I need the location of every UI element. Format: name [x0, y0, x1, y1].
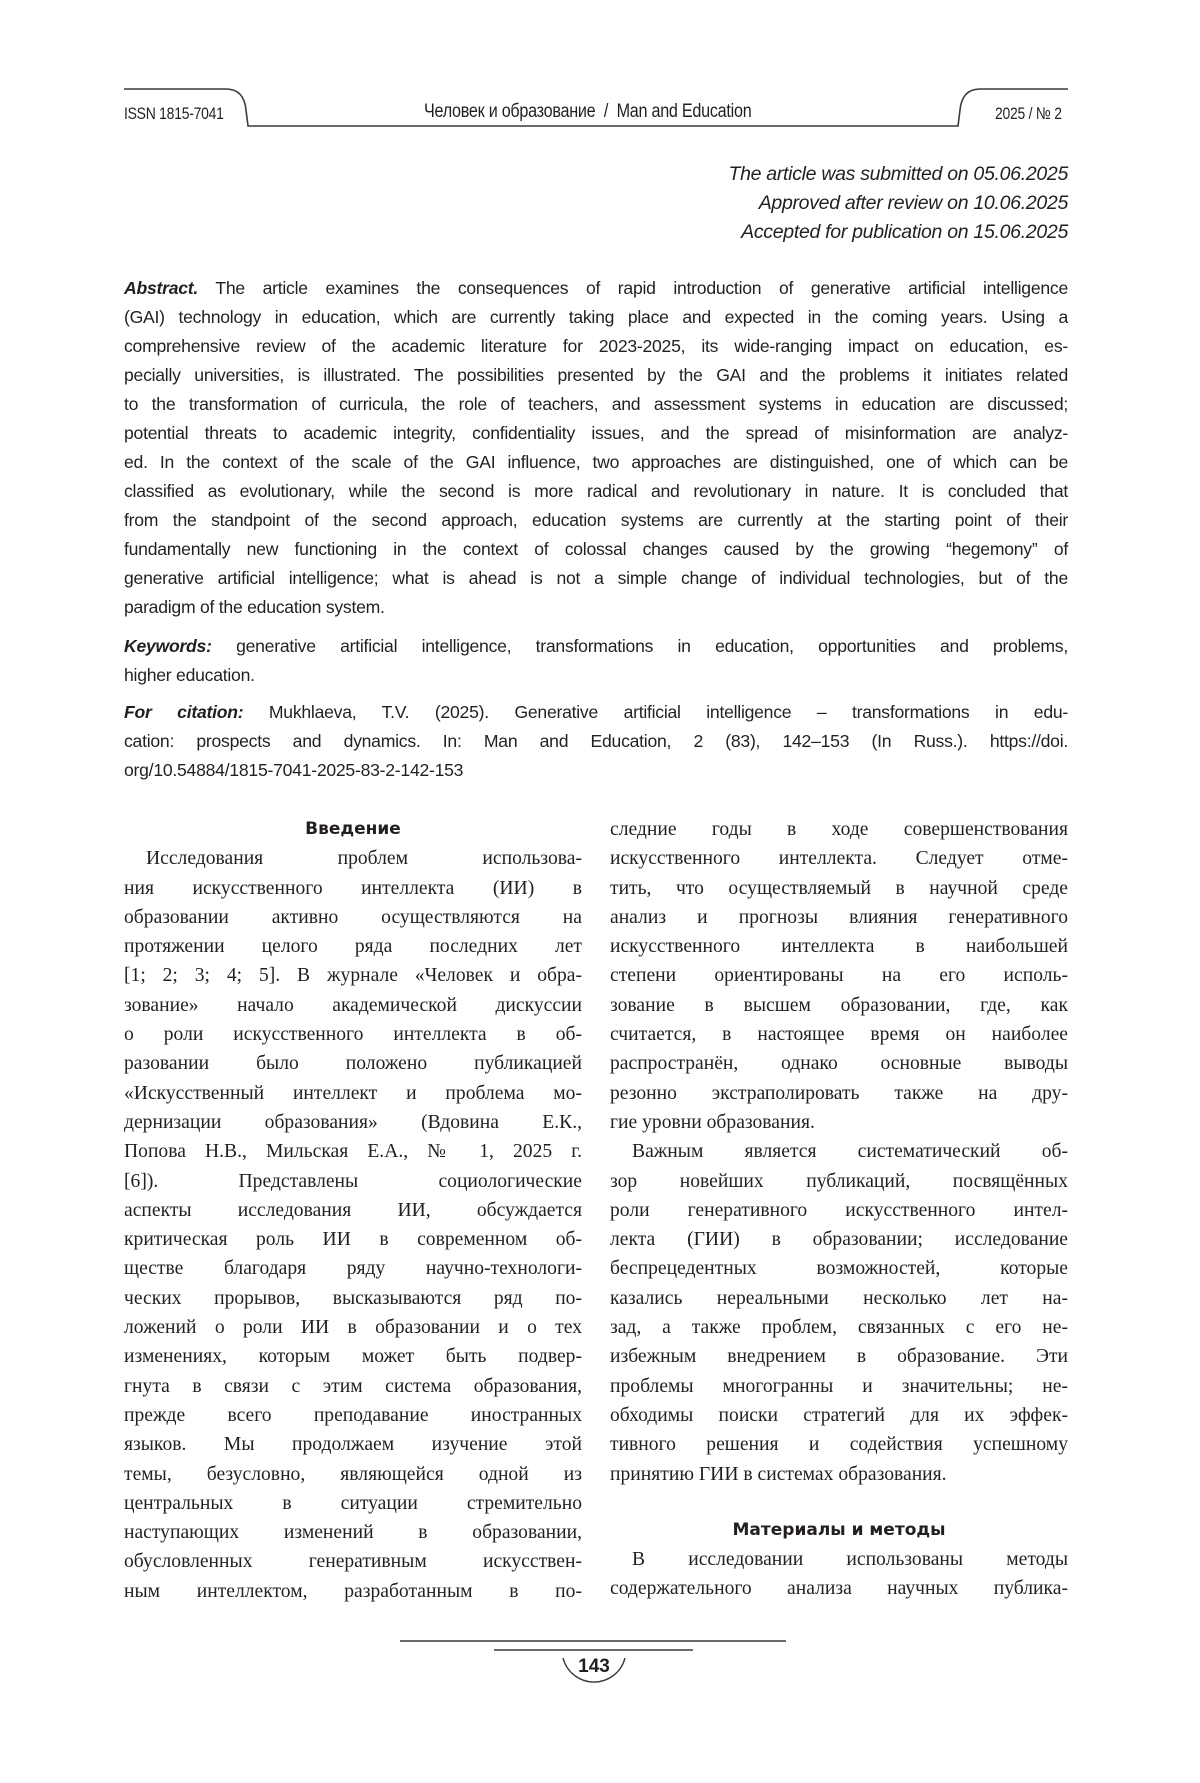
journal-title-ru: Человек и образование [424, 101, 595, 122]
journal-title-en: Man and Education [617, 101, 752, 122]
paragraph-line: зование» начало академической дискуссии [124, 991, 582, 1020]
paragraph-line: лекта (ГИИ) в образовании; исследование [610, 1225, 1068, 1254]
page-number: 143 [574, 1656, 614, 1678]
abstract-text: to the transformation of curricula, the role of teachers, and assessment systems in education are discussed; [124, 394, 1068, 414]
paragraph-line: ложений о роли ИИ в образовании и о тех [124, 1313, 582, 1342]
approved-date: Approved after review on 10.06.2025 [728, 189, 1068, 218]
paragraph-line: ния искусственного интеллекта (ИИ) в [124, 874, 582, 903]
abstract-text: generative artificial intelligence; what is ahead is not a simple change of individual technologies, but of the [124, 568, 1068, 588]
paragraph-line: степени ориентированы на его исполь- [610, 961, 1068, 990]
paragraph-line: Попова Н.В., Мильская Е.А., № 1, 2025 г. [124, 1137, 582, 1166]
paragraph-line: распространён, однако основные выводы [610, 1049, 1068, 1078]
abstract-line [124, 477, 1068, 506]
abstract-line [124, 593, 1068, 622]
citation-line [124, 756, 1068, 785]
paragraph-line: разовании было положено публикацией [124, 1049, 582, 1078]
paragraph-line: темы, безусловно, являющейся одной из [124, 1460, 582, 1489]
paragraph-line: ществе благодаря ряду научно-технологи- [124, 1254, 582, 1283]
paragraph-line: протяжении целого ряда последних лет [124, 932, 582, 961]
paragraph-line: центральных в ситуации стремительно [124, 1489, 582, 1518]
paragraph-line: беспрецедентных возможностей, которые [610, 1254, 1068, 1283]
left-column [124, 815, 582, 1606]
abstract-line [124, 419, 1068, 448]
paragraph-line: анализ и прогнозы влияния генеративного [610, 903, 1068, 932]
paragraph-line: [6]). Представлены социологические [124, 1167, 582, 1196]
abstract-line [124, 535, 1068, 564]
citation-text: org/10.54884/1815-7041-2025-83-2-142-153 [124, 760, 463, 780]
keywords-text: generative artificial intelligence, transformations in education, opportunities and problems, [236, 636, 1068, 656]
abstract-text: fundamentally new functioning in the context of colossal changes caused by the growing “hegemony” of [124, 539, 1068, 559]
paragraph-line: искусственного интеллекта. Следует отме- [610, 844, 1068, 873]
accepted-date: Accepted for publication on 15.06.2025 [728, 218, 1068, 247]
abstract-label: Abstract. [124, 278, 198, 298]
paragraph-line: тить, что осуществляемый в научной среде [610, 874, 1068, 903]
paragraph-line: ческих прорывов, высказываются ряд по- [124, 1284, 582, 1313]
abstract-text: from the standpoint of the second approach, education systems are currently at the starting point of their [124, 510, 1068, 530]
paragraph-line: казались нереальными несколько лет на- [610, 1284, 1068, 1313]
paragraph-line: принятию ГИИ в системах образования. [610, 1460, 1068, 1489]
abstract-line [124, 506, 1068, 535]
paragraph-line: гнута в связи с этим система образования, [124, 1372, 582, 1401]
citation-line [124, 727, 1068, 756]
citation [124, 698, 1068, 785]
paragraph-line: содержательного анализа научных публика- [610, 1574, 1068, 1603]
paragraph-line: считается, в настоящее время он наиболее [610, 1020, 1068, 1049]
abstract-line [124, 274, 1068, 303]
paragraph-line: дернизации образования» (Вдовина Е.К., [124, 1108, 582, 1137]
paragraph-line: наступающих изменений в образовании, [124, 1518, 582, 1547]
paragraph-line: Исследования проблем использова- [124, 844, 582, 873]
keywords-label: Keywords: [124, 636, 212, 656]
paragraph-line: проблемы многогранны и значительны; не- [610, 1372, 1068, 1401]
title-separator: / [604, 101, 608, 122]
citation-line [124, 698, 1068, 727]
paragraph-line: [1; 2; 3; 4; 5]. В журнале «Человек и обра- [124, 961, 582, 990]
paragraph-line: о роли искусственного интеллекта в об- [124, 1020, 582, 1049]
abstract-line [124, 361, 1068, 390]
paragraph-line: прежде всего преподавание иностранных [124, 1401, 582, 1430]
abstract-text: paradigm of the education system. [124, 597, 385, 617]
citation-label: For citation: [124, 702, 243, 722]
paragraph-line: резонно экстраполировать также на дру- [610, 1079, 1068, 1108]
citation-text: cation: prospects and dynamics. In: Man and Education, 2 (83), 142–153 (In Russ.). https://doi. [124, 731, 1068, 751]
paragraph-line: зад, а также проблем, связанных с его не- [610, 1313, 1068, 1342]
section-heading-materials-methods: Материалы и методы [610, 1516, 1068, 1545]
submitted-date: The article was submitted on 05.06.2025 [728, 160, 1068, 189]
abstract-line [124, 390, 1068, 419]
abstract-text: comprehensive review of the academic literature for 2023-2025, its wide-ranging impact on education, es- [124, 336, 1068, 356]
paragraph-line: гие уровни образования. [610, 1108, 1068, 1137]
abstract-text: The article examines the consequences of rapid introduction of generative artificial intelligence [215, 278, 1068, 298]
keywords [124, 632, 1068, 690]
paragraph-line: критическая роль ИИ в современном об- [124, 1225, 582, 1254]
abstract-text: classified as evolutionary, while the second is more radical and revolutionary in nature. It is concluded that [124, 481, 1068, 501]
abstract-text: potential threats to academic integrity, confidentiality issues, and the spread of misinformation are analyz- [124, 423, 1068, 443]
abstract-text: (GAI) technology in education, which are currently taking place and expected in the coming years. Using a [124, 307, 1068, 327]
keywords-text: higher education. [124, 665, 255, 685]
keywords-line [124, 632, 1068, 661]
issue-number: 2025 / № 2 [995, 104, 1062, 124]
paragraph-line: В исследовании использованы методы [610, 1545, 1068, 1574]
abstract-line [124, 332, 1068, 361]
paragraph-line: роли генеративного искусственного интел- [610, 1196, 1068, 1225]
abstract-line [124, 564, 1068, 593]
paragraph-line: «Искусственный интеллект и проблема мо- [124, 1079, 582, 1108]
paragraph-line: образовании активно осуществляются на [124, 903, 582, 932]
paragraph-line: избежным внедрением в образование. Эти [610, 1342, 1068, 1371]
paragraph-line: Важным является систематический об- [610, 1137, 1068, 1166]
abstract-line [124, 448, 1068, 477]
paragraph-line: ным интеллектом, разработанным в по- [124, 1577, 582, 1606]
paragraph-line: обусловленных генеративным искусствен- [124, 1547, 582, 1576]
issn: ISSN 1815-7041 [124, 104, 224, 124]
right-column [610, 815, 1068, 1604]
abstract-text: ed. In the context of the scale of the GAI influence, two approaches are distinguished, one of which can be [124, 452, 1068, 472]
section-spacer [610, 1489, 1068, 1516]
abstract-text: pecially universities, is illustrated. The possibilities presented by the GAI and the problems it initiates related [124, 365, 1068, 385]
paragraph-line: тивного решения и содействия успешному [610, 1430, 1068, 1459]
paragraph-line: зование в высшем образовании, где, как [610, 991, 1068, 1020]
paragraph-line: следние годы в ходе совершенствования [610, 815, 1068, 844]
abstract-line [124, 303, 1068, 332]
paragraph-line: аспекты исследования ИИ, обсуждается [124, 1196, 582, 1225]
journal-title [424, 101, 751, 123]
paragraph-line: искусственного интеллекта в наибольшей [610, 932, 1068, 961]
section-heading-introduction: Введение [124, 815, 582, 844]
article-dates [728, 160, 1068, 247]
keywords-line [124, 661, 1068, 690]
paragraph-line: изменениях, которым может быть подвер- [124, 1342, 582, 1371]
abstract [124, 274, 1068, 622]
paragraph-line: обходимы поиски стратегий для их эффек- [610, 1401, 1068, 1430]
paragraph-line: языков. Мы продолжаем изучение этой [124, 1430, 582, 1459]
paragraph-line: зор новейших публикаций, посвящённых [610, 1167, 1068, 1196]
citation-text: Mukhlaeva, T.V. (2025). Generative artificial intelligence – transformations in edu- [269, 702, 1068, 722]
